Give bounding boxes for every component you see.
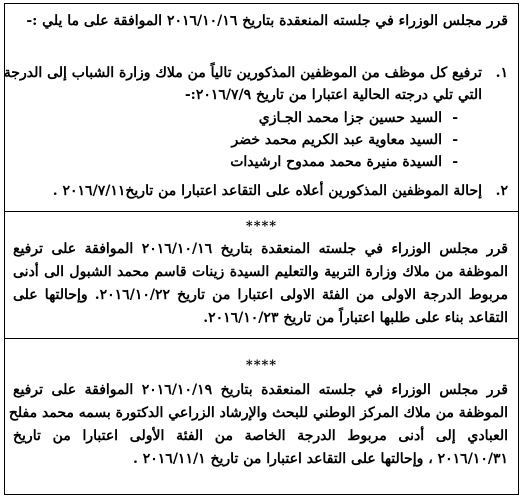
item1-number: .١ (495, 65, 508, 81)
section3-line: الموظفة من ملاك المركز الوطني للبحث والإرشاد الزراعي الدكتورة بسمه محمد مفلح (8, 405, 508, 421)
dash: - (452, 154, 458, 170)
stars-separator: **** (245, 219, 278, 234)
name-item: السيدة منيرة محمد ممدوح ارشيدات (230, 154, 442, 170)
dash: - (452, 110, 458, 126)
section1-intro: قرر مجلس الوزراء في جلسته المنعقدة بتاريخ ٢٠١٦/١٠/١٦ الموافقة على ما يلي :- (26, 13, 508, 29)
item1-line1: ترفيع كل موظف من الموظفين المذكورين تالياً من ملاك وزارة الشباب إلى الدرجة (3, 65, 482, 81)
section3-line: قرر مجلس الوزراء في جلسته المنعقدة بتاريخ ٢٠١٦/١٠/١٩ الموافقة على ترفيع (13, 382, 508, 398)
decision-document (4, 3, 519, 495)
section2-line: التقاعد بناء على طلبها اعتباراً من تاريخ ٢٠١٦/١٠/٢٣. (203, 310, 508, 326)
item1-line2: التي تلي درجته الحالية اعتبارا من تاريخ ٢٠١٦/٧/٩:- (184, 87, 482, 103)
item2-text: إحالة الموظفين المذكورين أعلاه على التقاعد اعتبارا من تاريخ٢٠١٦/٧/١١ . (52, 183, 482, 199)
stars-separator: **** (245, 358, 278, 373)
section2-line: مربوط الدرجة الاولى من الفئة الاولى اعتبارا من تاريخ ٢٠١٦/١٠/٢٢. وإحالتها على (13, 287, 508, 303)
section3-line: ٢٠١٦/١٠/٣١ ، وإحالتها على التقاعد اعتبارا من تاريخ ٢٠١٦/١١/١ . (132, 451, 508, 467)
separator-line (5, 338, 518, 339)
section2-line: قرر مجلس الوزراء في جلسته المنعقدة بتاريخ ٢٠١٦/١٠/١٦ الموافقة على ترفيع (13, 241, 508, 257)
name-item: السيد حسين جزا محمد الجـازي (258, 110, 442, 126)
section3-line: العبادي إلى أدنى مربوط الدرجة الخاصة من الفئة الأولى اعتبارا من تاريخ (13, 428, 508, 444)
section2-line: الموظفة من ملاك وزارة التربية والتعليم السيدة زينات قاسم محمد الشبول الى أدنى (13, 264, 508, 280)
dash: - (452, 132, 458, 148)
name-item: السيد معاوية عبد الكريم محمد خضر (231, 132, 442, 148)
separator-line (5, 211, 518, 212)
item2-number: .٢ (495, 183, 508, 199)
